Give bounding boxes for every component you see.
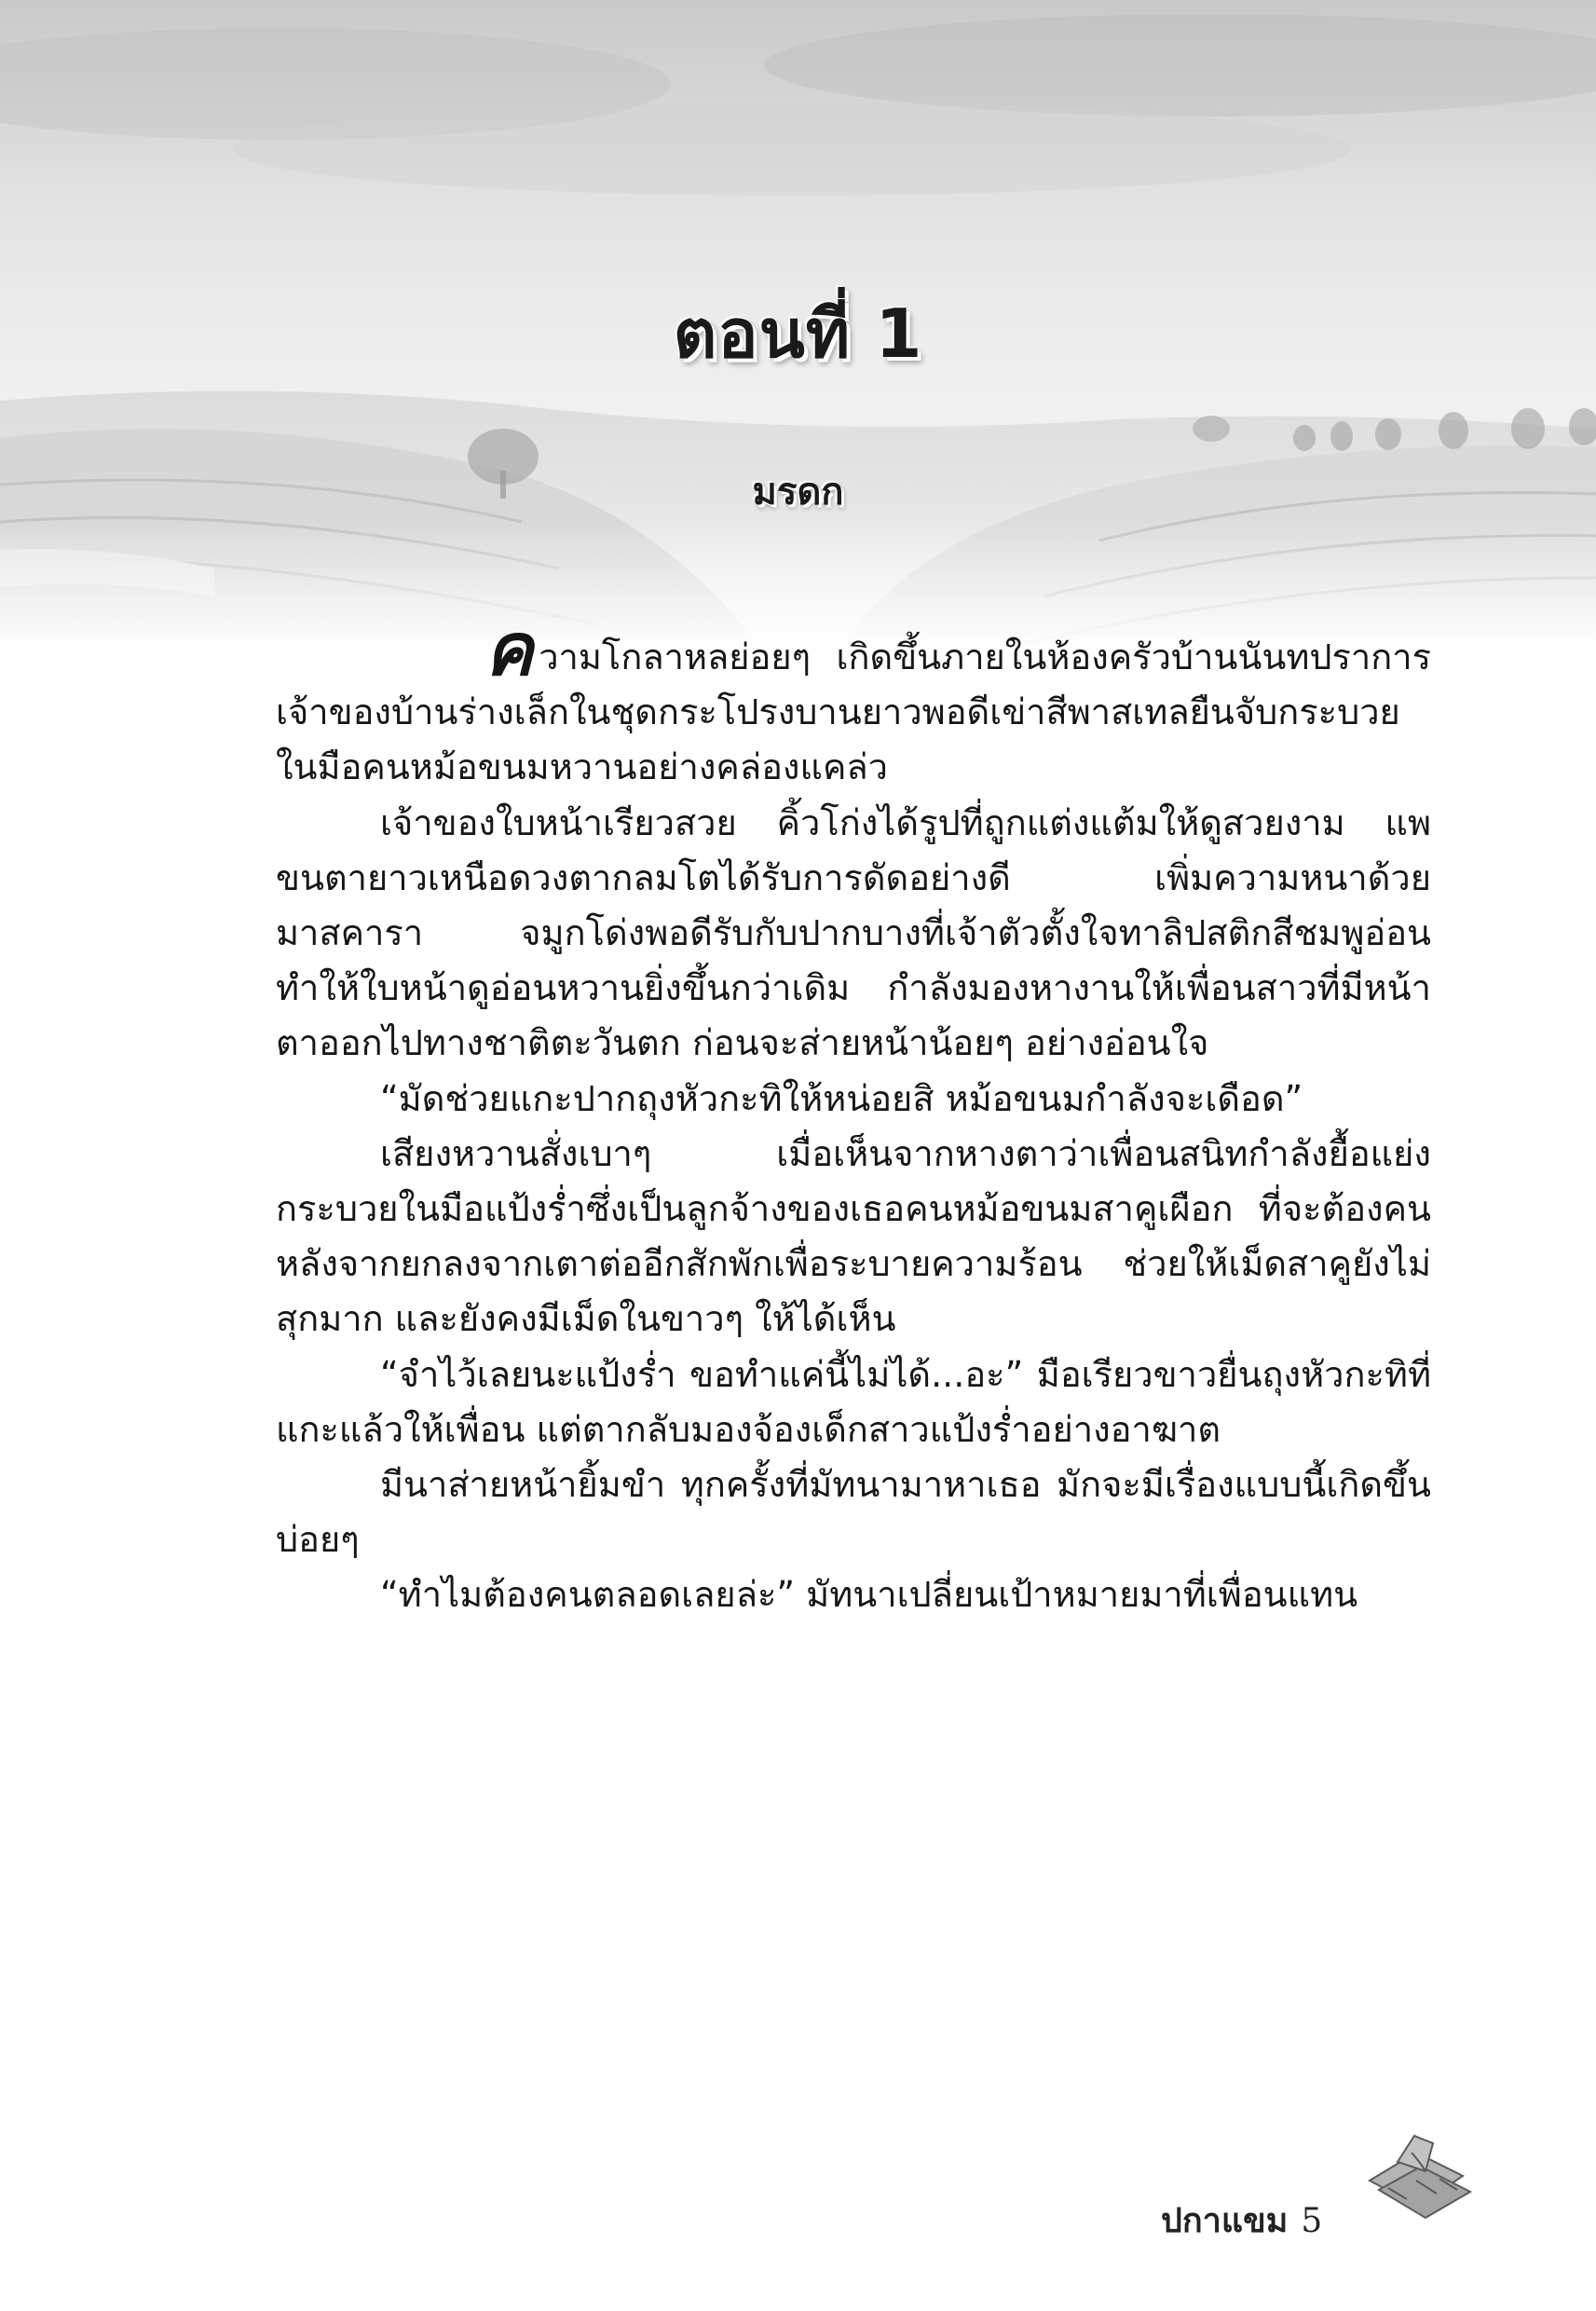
paragraph-1-text: วามโกลาหลย่อยๆ เกิดขึ้นภายในห้องครัวบ้านนันทปราการ เจ้าของบ้านร่างเล็กในชุดกระโปรงบานยาวพอดีเข่าสีพาสเทลยืนจับกระบวยในมือคนหม้อขนมหวานอย่างคล่องแคล่ว xyxy=(276,636,1431,788)
chapter-title: ตอนที่ 1 xyxy=(673,294,923,373)
paragraph-4: เสียงหวานสั่งเบาๆ เมื่อเห็นจากหางตาว่าเพื่อนสนิทกำลังยื้อแย่งกระบวยในมือแป้งร่ำซึ่งเป็นลูกจ้างของเธอคนหม้อขนมสาคูเผือก ที่จะต้องคนหลังจากยกลงจากเตาต่ออีกสักพักเพื่อระบายความร้อน ช่วยให้เม็ดสาคูยังไม่สุกมาก และยังคงมีเม็ดในขาวๆ ให้ได้เห็น xyxy=(276,1132,1431,1340)
paragraph-6: มีนาส่ายหน้ายิ้มขำ ทุกครั้งที่มัทนามาหาเธอ มักจะมีเรื่องแบบนี้เกิดขึ้นบ่อยๆ xyxy=(276,1464,1431,1561)
page-number: 5 xyxy=(1301,2202,1323,2240)
page-footer xyxy=(1161,2194,1322,2247)
rice-bundle-ornament-icon xyxy=(1360,2125,1481,2231)
chapter-body xyxy=(276,609,1431,1623)
paragraph-7: “ทำไมต้องคนตลอดเลยล่ะ” มัทนาเปลี่ยนเป้าหมายมาที่เพื่อนแทน xyxy=(380,1574,1358,1616)
drop-cap: ค xyxy=(484,609,534,692)
chapter-subtitle: มรดก xyxy=(752,471,844,513)
paragraph-2: เจ้าของใบหน้าเรียวสวย คิ้วโก่งได้รูปที่ถูกแต่งแต้มให้ดูสวยงาม แพขนตายาวเหนือดวงตากลมโตได้รับการดัดอย่างดี เพิ่มความหนาด้วยมาสคารา จมูกโด่งพอดีรับกับปากบางที่เจ้าตัวตั้งใจทาลิปสติกสีชมพูอ่อน ทำให้ใบหน้าดูอ่อนหวานยิ่งขึ้นกว่าเดิม กำลังมองหางานให้เพื่อนสาวที่มีหน้าตาออกไปทางชาติตะวันตก ก่อนจะส่ายหน้าน้อยๆ อย่างอ่อนใจ xyxy=(276,801,1431,1064)
paragraph-3: “มัดช่วยแกะปากถุงหัวกะทิให้หน่อยสิ หม้อขนมกำลังจะเดือด” xyxy=(380,1077,1303,1119)
paragraph-1 xyxy=(276,609,1431,796)
paragraph-5: “จำไว้เลยนะแป้งร่ำ ขอทำแค่นี้ไม่ได้...อะ” มือเรียวขาวยื่นถุงหัวกะทิที่แกะแล้วให้เพื่อน แต่ตากลับมองจ้องเด็กสาวแป้งร่ำอย่างอาฆาต xyxy=(276,1353,1431,1450)
footer-book-title: ปกาแขม xyxy=(1161,2202,1289,2240)
